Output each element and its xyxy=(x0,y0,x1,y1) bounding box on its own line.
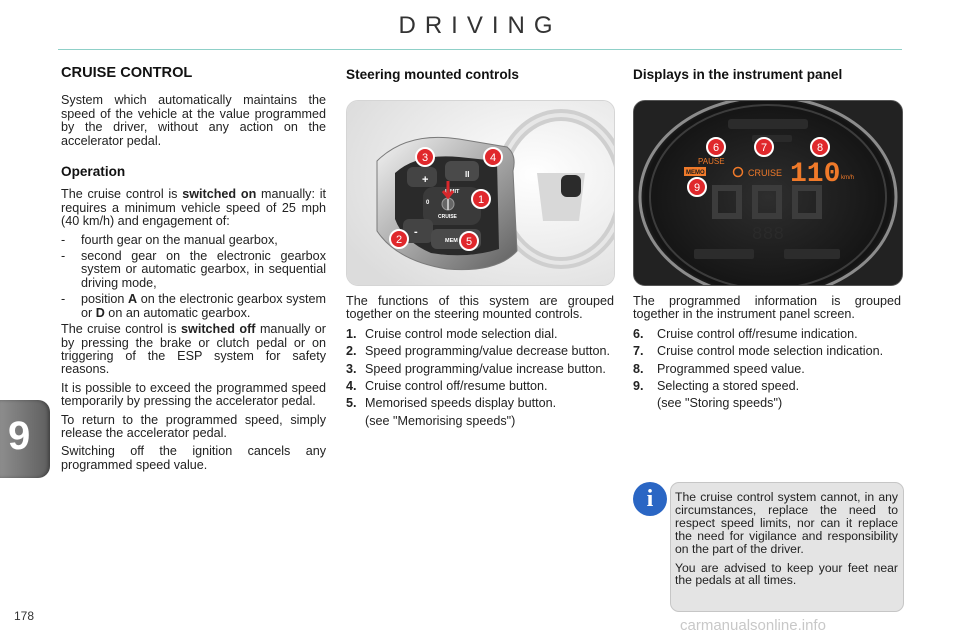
middle-column xyxy=(346,295,614,428)
steering-intro: The functions of this system are grouped together on the steering mounted controls. xyxy=(346,294,614,322)
paragraph-switched-off: The cruise control is switched off manually or by pressing the brake or clutch pedal or on triggering of the ESP system for safety reasons. xyxy=(61,322,327,377)
speed-unit: km/h xyxy=(841,175,855,181)
chapter-number: 9 xyxy=(8,414,31,458)
programmed-speed: 110 xyxy=(790,159,841,190)
header-rule xyxy=(58,49,902,50)
svg-text:4: 4 xyxy=(489,152,497,164)
list-item: 9. Selecting a stored speed. xyxy=(633,379,800,394)
list-item: 2. Speed programming/value decrease button. xyxy=(346,344,611,359)
note-paragraph: The cruise control system cannot, in any circumstances, replace the need to respect speed limits, nor can it replace the need for vigilance and responsibility on the part of the driver. xyxy=(675,490,898,556)
subheading-operation: Operation xyxy=(61,164,126,180)
mem-label: MEM xyxy=(445,238,458,244)
callout-9 xyxy=(688,178,706,196)
see-reference[interactable]: (see "Storing speeds") xyxy=(657,396,783,411)
steering-controls-figure xyxy=(346,100,615,286)
callout-7 xyxy=(755,138,773,156)
list-item: 4. Cruise control off/resume button. xyxy=(346,379,548,394)
svg-text:2: 2 xyxy=(395,234,403,246)
list-item: 1. Cruise control mode selection dial. xyxy=(346,326,558,341)
section-heading-cruise-control: CRUISE CONTROL xyxy=(61,65,193,81)
instrument-intro: The programmed information is grouped together in the instrument panel screen. xyxy=(633,294,901,322)
chapter-tab[interactable] xyxy=(0,400,50,478)
callout-8 xyxy=(811,138,829,156)
callout-6 xyxy=(707,138,725,156)
svg-text:8: 8 xyxy=(816,142,824,154)
callout-3 xyxy=(416,148,434,166)
pause-symbol: II xyxy=(465,170,470,179)
svg-text:5: 5 xyxy=(465,236,473,248)
ghost-digits: 888 xyxy=(751,225,785,245)
left-column xyxy=(61,67,326,477)
callout-1 xyxy=(472,190,490,208)
callout-5 xyxy=(460,232,478,250)
plus-symbol: + xyxy=(422,174,429,186)
list-item: - fourth gear on the manual gearbox, xyxy=(61,232,278,247)
section-heading-instrument-displays: Displays in the instrument panel xyxy=(633,67,843,82)
svg-text:6: 6 xyxy=(712,142,720,154)
paragraph-ignition: Switching off the ignition cancels any programmed speed value. xyxy=(61,444,326,472)
zero-label: 0 xyxy=(426,200,430,206)
instrument-panel-figure xyxy=(633,100,903,286)
paragraph-return: To return to the programmed speed, simply release the accelerator pedal. xyxy=(61,412,326,440)
safety-note xyxy=(670,482,904,612)
section-heading-steering-controls: Steering mounted controls xyxy=(346,67,519,82)
paragraph-switched-on: The cruise control is switched on manually: it requires a minimum vehicle speed of 25 mph (40 km/h) and engagement of: xyxy=(61,187,326,229)
list-item: 3. Speed programming/value increase button. xyxy=(346,361,606,376)
note-paragraph: You are advised to keep your feet near the pedals at all times. xyxy=(675,560,898,588)
list-item: 8. Programmed speed value. xyxy=(633,361,805,376)
minus-symbol: - xyxy=(414,226,418,238)
callout-2 xyxy=(390,230,408,248)
list-item: - position A on the electronic gearbox system or D on an automatic gearbox. xyxy=(61,292,326,320)
right-column xyxy=(633,295,901,411)
list-item: - second gear on the electronic gearbox system or automatic gearbox, in sequential driving mode, xyxy=(61,249,326,290)
page-number: 178 xyxy=(14,609,35,623)
svg-text:9: 9 xyxy=(693,182,701,194)
info-icon: i xyxy=(633,482,667,516)
limit-label: LIMIT xyxy=(445,189,460,195)
list-item: 5. Memorised speeds display button. xyxy=(346,396,557,411)
pause-indicator: PAUSE xyxy=(698,157,725,166)
cruise-indicator: CRUISE xyxy=(748,168,783,178)
see-reference[interactable]: (see "Memorising speeds") xyxy=(365,413,516,428)
paragraph-exceed: It is possible to exceed the programmed speed temporarily by pressing the accelerator pedal. xyxy=(61,380,326,409)
memo-indicator: MEMO xyxy=(686,170,705,176)
svg-text:1: 1 xyxy=(477,194,485,206)
callout-4 xyxy=(484,148,502,166)
cruise-label: CRUISE xyxy=(438,214,457,220)
list-item: 7. Cruise control mode selection indication. xyxy=(633,344,884,359)
list-item: 6. Cruise control off/resume indication. xyxy=(633,326,858,341)
svg-text:7: 7 xyxy=(760,142,768,154)
watermark: carmanualsonline.info xyxy=(680,617,826,634)
intro-paragraph: System which automatically maintains the speed of the vehicle at the value programmed by the driver, without any action on the accelerator pedal. xyxy=(61,93,326,148)
svg-text:3: 3 xyxy=(421,152,429,164)
page-title: DRIVING xyxy=(398,12,562,39)
